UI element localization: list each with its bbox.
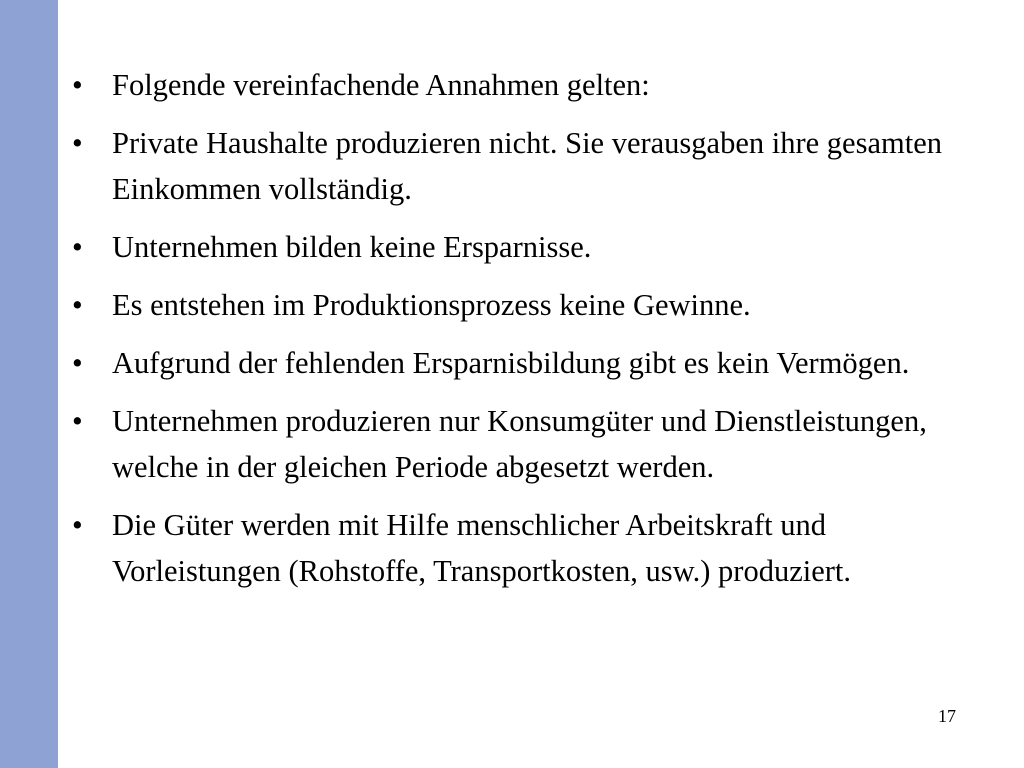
bullet-dot-icon: • (72, 230, 83, 264)
bullet-dot-icon: • (72, 346, 83, 380)
bullet-text: Private Haushalte produzieren nicht. Sie verausgaben ihre gesamten Einkommen vollständig. (112, 126, 942, 206)
bullet-item (68, 120, 968, 212)
bullet-item (68, 340, 968, 386)
bullet-text: Es entstehen im Produktionsprozess keine Gewinne. (112, 288, 751, 322)
bullet-item (68, 62, 968, 108)
bullet-dot-icon: • (72, 404, 83, 438)
bullet-text: Unternehmen produzieren nur Konsumgüter und Dienstleistungen, welche in der gleichen Periode abgesetzt werden. (112, 404, 927, 484)
bullet-text: Die Güter werden mit Hilfe menschlicher Arbeitskraft und Vorleistungen (Rohstoffe, Transportkosten, usw.) produziert. (112, 508, 851, 588)
bullet-text: Folgende vereinfachende Annahmen gelten: (112, 68, 650, 102)
bullet-text: Unternehmen bilden keine Ersparnisse. (112, 230, 592, 264)
bullet-dot-icon: • (72, 126, 83, 160)
bullet-text: Aufgrund der fehlenden Ersparnisbildung gibt es kein Vermögen. (112, 346, 910, 380)
slide-number: 17 (938, 706, 956, 726)
bullet-list (68, 62, 968, 606)
side-accent-bar (0, 0, 58, 768)
bullet-dot-icon: • (72, 288, 83, 322)
bullet-item (68, 282, 968, 328)
bullet-item (68, 398, 968, 490)
bullet-item (68, 224, 968, 270)
bullet-dot-icon: • (72, 68, 83, 102)
bullet-dot-icon: • (72, 508, 83, 542)
bullet-item (68, 502, 968, 594)
